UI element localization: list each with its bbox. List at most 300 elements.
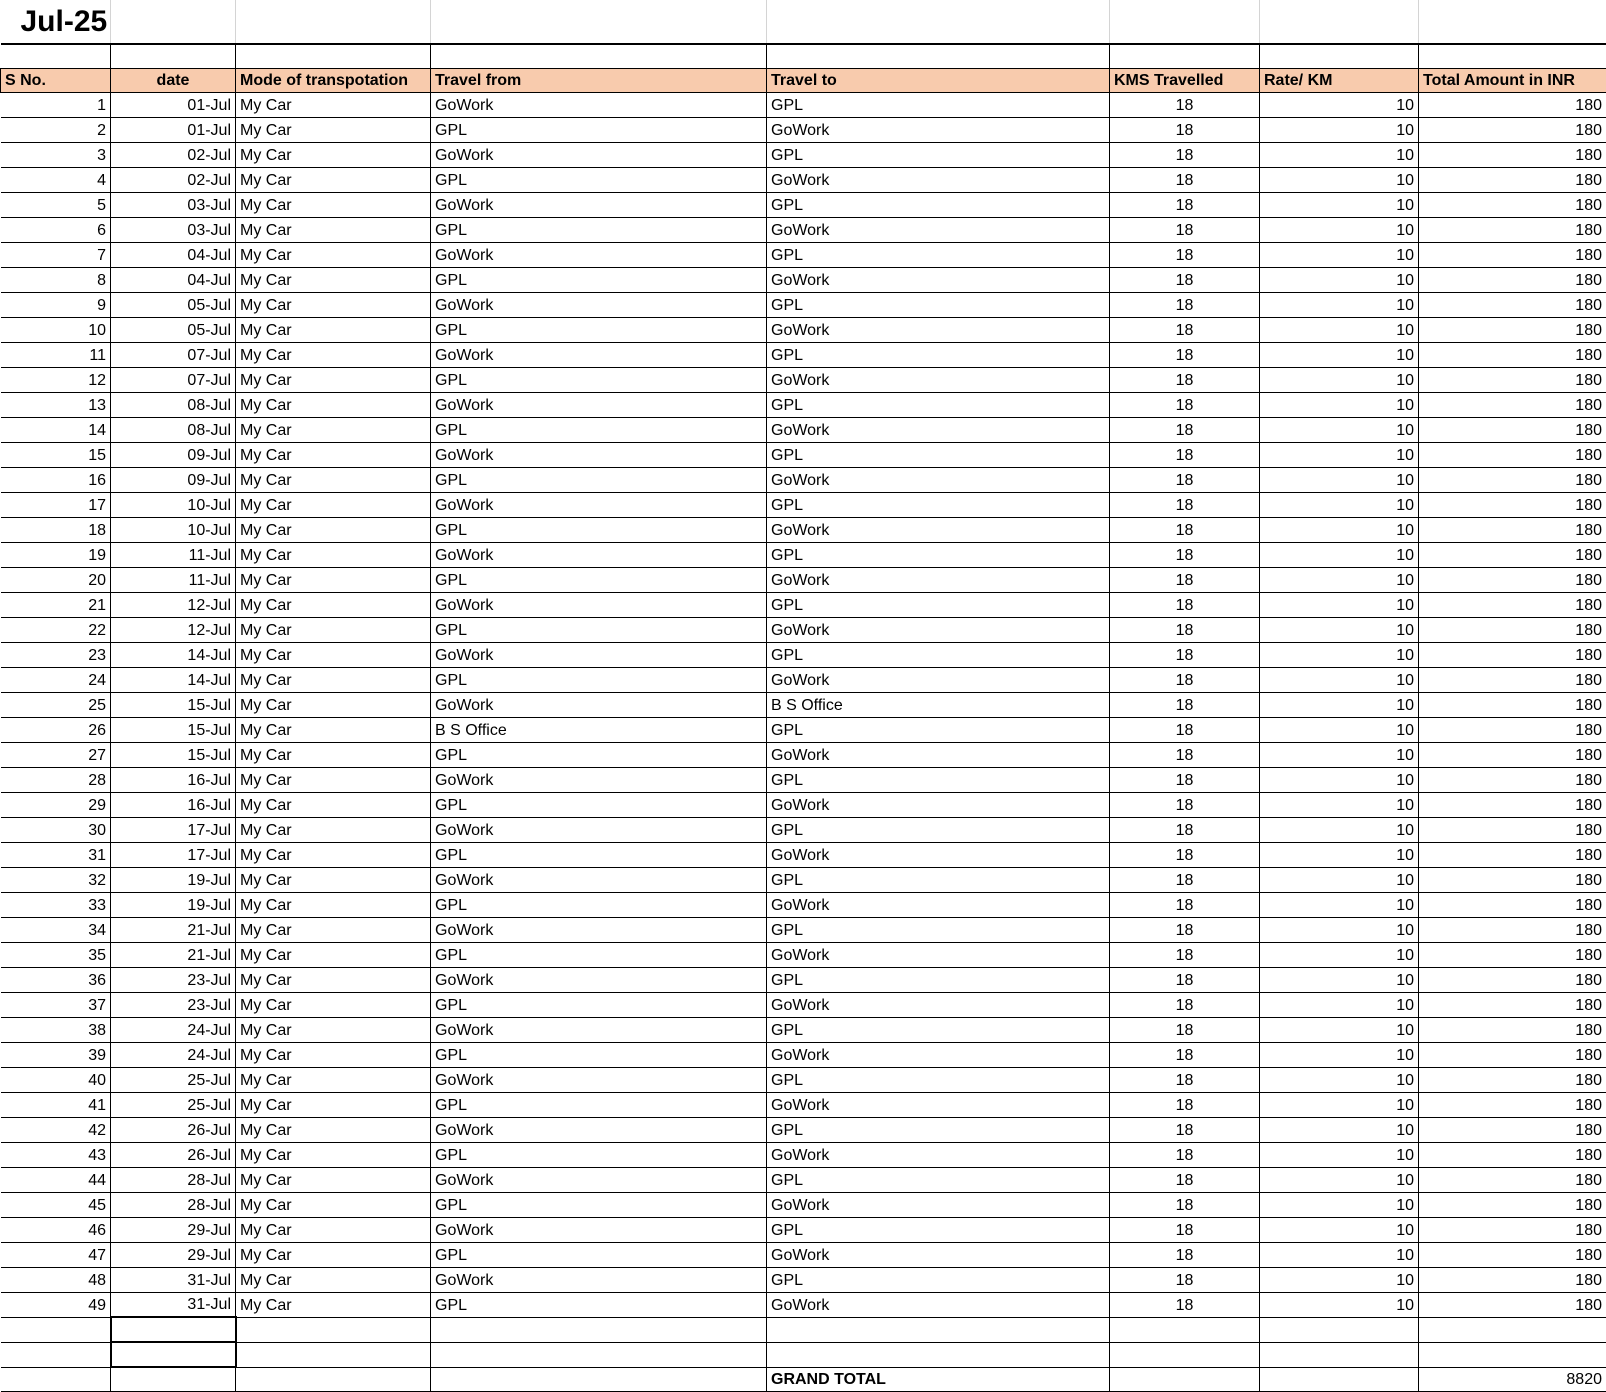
mode-cell[interactable]: My Car: [236, 842, 431, 867]
mode-cell[interactable]: My Car: [236, 542, 431, 567]
travel-to-cell[interactable]: GPL: [767, 717, 1110, 742]
travel-from-cell[interactable]: GPL: [431, 842, 767, 867]
travel-to-cell[interactable]: GoWork: [767, 167, 1110, 192]
travel-to-cell[interactable]: GoWork: [767, 1042, 1110, 1067]
kms-cell[interactable]: 18: [1110, 517, 1260, 542]
s-no-cell[interactable]: 18: [1, 517, 111, 542]
kms-cell[interactable]: 18: [1110, 1242, 1260, 1267]
kms-cell[interactable]: 18: [1110, 392, 1260, 417]
mode-cell[interactable]: My Car: [236, 342, 431, 367]
kms-cell[interactable]: 18: [1110, 417, 1260, 442]
date-cell[interactable]: 10-Jul: [111, 492, 236, 517]
s-no-cell[interactable]: 21: [1, 592, 111, 617]
amount-cell[interactable]: 180: [1419, 442, 1606, 467]
cell[interactable]: [1419, 1317, 1606, 1342]
rate-cell[interactable]: 10: [1260, 317, 1419, 342]
rate-cell[interactable]: 10: [1260, 992, 1419, 1017]
kms-cell[interactable]: 18: [1110, 367, 1260, 392]
kms-cell[interactable]: 18: [1110, 592, 1260, 617]
rate-cell[interactable]: 10: [1260, 967, 1419, 992]
s-no-cell[interactable]: 38: [1, 1017, 111, 1042]
travel-from-cell[interactable]: GoWork: [431, 1067, 767, 1092]
amount-cell[interactable]: 180: [1419, 467, 1606, 492]
kms-cell[interactable]: 18: [1110, 442, 1260, 467]
kms-cell[interactable]: 18: [1110, 1067, 1260, 1092]
cell[interactable]: [767, 1317, 1110, 1342]
mode-cell[interactable]: My Car: [236, 142, 431, 167]
amount-cell[interactable]: 180: [1419, 392, 1606, 417]
cell[interactable]: [1110, 1342, 1260, 1367]
date-cell[interactable]: 31-Jul: [111, 1292, 236, 1317]
amount-cell[interactable]: 180: [1419, 1142, 1606, 1167]
date-cell[interactable]: 03-Jul: [111, 217, 236, 242]
cell[interactable]: [1260, 44, 1419, 68]
s-no-cell[interactable]: 37: [1, 992, 111, 1017]
travel-from-cell[interactable]: GoWork: [431, 1267, 767, 1292]
cell[interactable]: [236, 1317, 431, 1342]
amount-cell[interactable]: 180: [1419, 1267, 1606, 1292]
travel-to-cell[interactable]: GPL: [767, 392, 1110, 417]
s-no-cell[interactable]: 33: [1, 892, 111, 917]
cell[interactable]: [1260, 1342, 1419, 1367]
header-s-no[interactable]: S No.: [1, 68, 111, 92]
date-cell[interactable]: 07-Jul: [111, 342, 236, 367]
cell[interactable]: [111, 44, 236, 68]
s-no-cell[interactable]: 8: [1, 267, 111, 292]
travel-to-cell[interactable]: GPL: [767, 192, 1110, 217]
mode-cell[interactable]: My Car: [236, 917, 431, 942]
travel-to-cell[interactable]: GoWork: [767, 1092, 1110, 1117]
rate-cell[interactable]: 10: [1260, 542, 1419, 567]
travel-from-cell[interactable]: GoWork: [431, 392, 767, 417]
cell[interactable]: [1110, 1317, 1260, 1342]
date-cell[interactable]: 09-Jul: [111, 467, 236, 492]
mode-cell[interactable]: My Car: [236, 1242, 431, 1267]
amount-cell[interactable]: 180: [1419, 642, 1606, 667]
travel-from-cell[interactable]: GoWork: [431, 1117, 767, 1142]
travel-to-cell[interactable]: GPL: [767, 867, 1110, 892]
travel-from-cell[interactable]: GoWork: [431, 542, 767, 567]
travel-from-cell[interactable]: GoWork: [431, 692, 767, 717]
travel-to-cell[interactable]: GoWork: [767, 892, 1110, 917]
s-no-cell[interactable]: 5: [1, 192, 111, 217]
travel-to-cell[interactable]: GPL: [767, 1067, 1110, 1092]
kms-cell[interactable]: 18: [1110, 792, 1260, 817]
s-no-cell[interactable]: 6: [1, 217, 111, 242]
travel-from-cell[interactable]: GoWork: [431, 92, 767, 117]
kms-cell[interactable]: 18: [1110, 617, 1260, 642]
rate-cell[interactable]: 10: [1260, 817, 1419, 842]
travel-from-cell[interactable]: GPL: [431, 117, 767, 142]
kms-cell[interactable]: 18: [1110, 917, 1260, 942]
rate-cell[interactable]: 10: [1260, 1117, 1419, 1142]
travel-to-cell[interactable]: GoWork: [767, 117, 1110, 142]
travel-from-cell[interactable]: GPL: [431, 367, 767, 392]
amount-cell[interactable]: 180: [1419, 1117, 1606, 1142]
cell[interactable]: [1419, 44, 1606, 68]
s-no-cell[interactable]: 40: [1, 1067, 111, 1092]
amount-cell[interactable]: 180: [1419, 267, 1606, 292]
rate-cell[interactable]: 10: [1260, 742, 1419, 767]
date-cell[interactable]: 14-Jul: [111, 667, 236, 692]
travel-to-cell[interactable]: GoWork: [767, 842, 1110, 867]
cell[interactable]: [1110, 1367, 1260, 1391]
s-no-cell[interactable]: 32: [1, 867, 111, 892]
rate-cell[interactable]: 10: [1260, 1042, 1419, 1067]
date-cell[interactable]: 01-Jul: [111, 117, 236, 142]
s-no-cell[interactable]: 1: [1, 92, 111, 117]
mode-cell[interactable]: My Car: [236, 767, 431, 792]
s-no-cell[interactable]: 13: [1, 392, 111, 417]
s-no-cell[interactable]: 29: [1, 792, 111, 817]
mode-cell[interactable]: My Car: [236, 117, 431, 142]
travel-to-cell[interactable]: GoWork: [767, 567, 1110, 592]
amount-cell[interactable]: 180: [1419, 1192, 1606, 1217]
date-cell[interactable]: 11-Jul: [111, 567, 236, 592]
s-no-cell[interactable]: 42: [1, 1117, 111, 1142]
amount-cell[interactable]: 180: [1419, 142, 1606, 167]
date-cell[interactable]: 26-Jul: [111, 1117, 236, 1142]
date-cell[interactable]: 17-Jul: [111, 817, 236, 842]
amount-cell[interactable]: 180: [1419, 917, 1606, 942]
kms-cell[interactable]: 18: [1110, 1117, 1260, 1142]
kms-cell[interactable]: 18: [1110, 892, 1260, 917]
date-cell[interactable]: 23-Jul: [111, 992, 236, 1017]
header-travel-to[interactable]: Travel to: [767, 68, 1110, 92]
mode-cell[interactable]: My Car: [236, 417, 431, 442]
travel-from-cell[interactable]: GPL: [431, 417, 767, 442]
mode-cell[interactable]: My Car: [236, 617, 431, 642]
travel-to-cell[interactable]: GoWork: [767, 317, 1110, 342]
travel-from-cell[interactable]: GoWork: [431, 817, 767, 842]
date-cell[interactable]: 12-Jul: [111, 592, 236, 617]
travel-from-cell[interactable]: GoWork: [431, 1217, 767, 1242]
amount-cell[interactable]: 180: [1419, 1042, 1606, 1067]
sheet-title[interactable]: Jul-25: [1, 0, 111, 44]
travel-from-cell[interactable]: GPL: [431, 1092, 767, 1117]
kms-cell[interactable]: 18: [1110, 1042, 1260, 1067]
mode-cell[interactable]: My Car: [236, 667, 431, 692]
cell[interactable]: [111, 1342, 236, 1367]
travel-from-cell[interactable]: GoWork: [431, 1017, 767, 1042]
kms-cell[interactable]: 18: [1110, 817, 1260, 842]
travel-to-cell[interactable]: GoWork: [767, 667, 1110, 692]
cell[interactable]: [1260, 0, 1419, 44]
s-no-cell[interactable]: 11: [1, 342, 111, 367]
rate-cell[interactable]: 10: [1260, 167, 1419, 192]
travel-from-cell[interactable]: GoWork: [431, 442, 767, 467]
date-cell[interactable]: 19-Jul: [111, 867, 236, 892]
amount-cell[interactable]: 180: [1419, 192, 1606, 217]
rate-cell[interactable]: 10: [1260, 692, 1419, 717]
s-no-cell[interactable]: 4: [1, 167, 111, 192]
mode-cell[interactable]: My Car: [236, 992, 431, 1017]
amount-cell[interactable]: 180: [1419, 92, 1606, 117]
rate-cell[interactable]: 10: [1260, 592, 1419, 617]
travel-from-cell[interactable]: GPL: [431, 567, 767, 592]
travel-from-cell[interactable]: GPL: [431, 1042, 767, 1067]
rate-cell[interactable]: 10: [1260, 367, 1419, 392]
travel-from-cell[interactable]: GoWork: [431, 867, 767, 892]
mode-cell[interactable]: My Car: [236, 1217, 431, 1242]
s-no-cell[interactable]: 35: [1, 942, 111, 967]
rate-cell[interactable]: 10: [1260, 117, 1419, 142]
amount-cell[interactable]: 180: [1419, 217, 1606, 242]
mode-cell[interactable]: My Car: [236, 1267, 431, 1292]
amount-cell[interactable]: 180: [1419, 592, 1606, 617]
travel-to-cell[interactable]: GoWork: [767, 792, 1110, 817]
travel-to-cell[interactable]: GPL: [767, 292, 1110, 317]
travel-to-cell[interactable]: GPL: [767, 967, 1110, 992]
cell[interactable]: [767, 0, 1110, 44]
travel-to-cell[interactable]: GPL: [767, 1267, 1110, 1292]
travel-to-cell[interactable]: GoWork: [767, 1142, 1110, 1167]
amount-cell[interactable]: 180: [1419, 292, 1606, 317]
s-no-cell[interactable]: 47: [1, 1242, 111, 1267]
rate-cell[interactable]: 10: [1260, 717, 1419, 742]
rate-cell[interactable]: 10: [1260, 442, 1419, 467]
kms-cell[interactable]: 18: [1110, 942, 1260, 967]
grand-total-value[interactable]: 8820: [1419, 1367, 1606, 1391]
rate-cell[interactable]: 10: [1260, 392, 1419, 417]
rate-cell[interactable]: 10: [1260, 492, 1419, 517]
cell[interactable]: [236, 1367, 431, 1391]
cell[interactable]: [111, 1367, 236, 1391]
date-cell[interactable]: 29-Jul: [111, 1242, 236, 1267]
date-cell[interactable]: 25-Jul: [111, 1067, 236, 1092]
travel-to-cell[interactable]: GoWork: [767, 1192, 1110, 1217]
amount-cell[interactable]: 180: [1419, 417, 1606, 442]
cell[interactable]: [431, 0, 767, 44]
travel-from-cell[interactable]: GoWork: [431, 492, 767, 517]
travel-from-cell[interactable]: GPL: [431, 617, 767, 642]
kms-cell[interactable]: 18: [1110, 167, 1260, 192]
cell[interactable]: [431, 1367, 767, 1391]
travel-to-cell[interactable]: GoWork: [767, 992, 1110, 1017]
mode-cell[interactable]: My Car: [236, 592, 431, 617]
rate-cell[interactable]: 10: [1260, 767, 1419, 792]
amount-cell[interactable]: 180: [1419, 117, 1606, 142]
date-cell[interactable]: 24-Jul: [111, 1017, 236, 1042]
date-cell[interactable]: 26-Jul: [111, 1142, 236, 1167]
kms-cell[interactable]: 18: [1110, 1017, 1260, 1042]
s-no-cell[interactable]: 45: [1, 1192, 111, 1217]
kms-cell[interactable]: 18: [1110, 742, 1260, 767]
s-no-cell[interactable]: 39: [1, 1042, 111, 1067]
travel-to-cell[interactable]: GPL: [767, 1117, 1110, 1142]
s-no-cell[interactable]: 46: [1, 1217, 111, 1242]
date-cell[interactable]: 10-Jul: [111, 517, 236, 542]
mode-cell[interactable]: My Car: [236, 742, 431, 767]
cell[interactable]: [1260, 1367, 1419, 1391]
kms-cell[interactable]: 18: [1110, 567, 1260, 592]
rate-cell[interactable]: 10: [1260, 242, 1419, 267]
header-mode[interactable]: Mode of transpotation: [236, 68, 431, 92]
kms-cell[interactable]: 18: [1110, 992, 1260, 1017]
amount-cell[interactable]: 180: [1419, 817, 1606, 842]
kms-cell[interactable]: 18: [1110, 117, 1260, 142]
travel-from-cell[interactable]: GPL: [431, 1192, 767, 1217]
amount-cell[interactable]: 180: [1419, 317, 1606, 342]
travel-to-cell[interactable]: GPL: [767, 1217, 1110, 1242]
rate-cell[interactable]: 10: [1260, 617, 1419, 642]
kms-cell[interactable]: 18: [1110, 1217, 1260, 1242]
kms-cell[interactable]: 18: [1110, 842, 1260, 867]
kms-cell[interactable]: 18: [1110, 492, 1260, 517]
rate-cell[interactable]: 10: [1260, 642, 1419, 667]
s-no-cell[interactable]: 30: [1, 817, 111, 842]
date-cell[interactable]: 23-Jul: [111, 967, 236, 992]
amount-cell[interactable]: 180: [1419, 542, 1606, 567]
amount-cell[interactable]: 180: [1419, 717, 1606, 742]
date-cell[interactable]: 08-Jul: [111, 392, 236, 417]
amount-cell[interactable]: 180: [1419, 842, 1606, 867]
amount-cell[interactable]: 180: [1419, 767, 1606, 792]
kms-cell[interactable]: 18: [1110, 92, 1260, 117]
travel-from-cell[interactable]: GPL: [431, 1292, 767, 1317]
amount-cell[interactable]: 180: [1419, 742, 1606, 767]
travel-to-cell[interactable]: GPL: [767, 917, 1110, 942]
date-cell[interactable]: 15-Jul: [111, 742, 236, 767]
kms-cell[interactable]: 18: [1110, 142, 1260, 167]
mode-cell[interactable]: My Car: [236, 317, 431, 342]
s-no-cell[interactable]: 28: [1, 767, 111, 792]
s-no-cell[interactable]: 7: [1, 242, 111, 267]
mode-cell[interactable]: My Car: [236, 217, 431, 242]
rate-cell[interactable]: 10: [1260, 1292, 1419, 1317]
s-no-cell[interactable]: 31: [1, 842, 111, 867]
cell[interactable]: [1, 1317, 111, 1342]
mode-cell[interactable]: My Car: [236, 1167, 431, 1192]
date-cell[interactable]: 21-Jul: [111, 917, 236, 942]
amount-cell[interactable]: 180: [1419, 1167, 1606, 1192]
travel-from-cell[interactable]: GoWork: [431, 292, 767, 317]
travel-from-cell[interactable]: GoWork: [431, 1167, 767, 1192]
cell[interactable]: [1, 1367, 111, 1391]
travel-from-cell[interactable]: GPL: [431, 267, 767, 292]
rate-cell[interactable]: 10: [1260, 1067, 1419, 1092]
travel-from-cell[interactable]: GPL: [431, 667, 767, 692]
s-no-cell[interactable]: 20: [1, 567, 111, 592]
mode-cell[interactable]: My Car: [236, 567, 431, 592]
cell[interactable]: [767, 1342, 1110, 1367]
date-cell[interactable]: 15-Jul: [111, 717, 236, 742]
rate-cell[interactable]: 10: [1260, 267, 1419, 292]
amount-cell[interactable]: 180: [1419, 617, 1606, 642]
date-cell[interactable]: 12-Jul: [111, 617, 236, 642]
s-no-cell[interactable]: 36: [1, 967, 111, 992]
travel-from-cell[interactable]: GoWork: [431, 967, 767, 992]
kms-cell[interactable]: 18: [1110, 692, 1260, 717]
travel-to-cell[interactable]: GoWork: [767, 417, 1110, 442]
mode-cell[interactable]: My Car: [236, 1142, 431, 1167]
s-no-cell[interactable]: 43: [1, 1142, 111, 1167]
amount-cell[interactable]: 180: [1419, 692, 1606, 717]
date-cell[interactable]: 02-Jul: [111, 142, 236, 167]
s-no-cell[interactable]: 27: [1, 742, 111, 767]
date-cell[interactable]: 04-Jul: [111, 242, 236, 267]
travel-to-cell[interactable]: GPL: [767, 92, 1110, 117]
amount-cell[interactable]: 180: [1419, 867, 1606, 892]
date-cell[interactable]: 17-Jul: [111, 842, 236, 867]
travel-to-cell[interactable]: GPL: [767, 442, 1110, 467]
date-cell[interactable]: 16-Jul: [111, 792, 236, 817]
date-cell[interactable]: 31-Jul: [111, 1267, 236, 1292]
amount-cell[interactable]: 180: [1419, 167, 1606, 192]
travel-from-cell[interactable]: GPL: [431, 942, 767, 967]
travel-to-cell[interactable]: GoWork: [767, 467, 1110, 492]
travel-to-cell[interactable]: GPL: [767, 1167, 1110, 1192]
mode-cell[interactable]: My Car: [236, 367, 431, 392]
amount-cell[interactable]: 180: [1419, 967, 1606, 992]
date-cell[interactable]: 03-Jul: [111, 192, 236, 217]
rate-cell[interactable]: 10: [1260, 1092, 1419, 1117]
kms-cell[interactable]: 18: [1110, 192, 1260, 217]
mode-cell[interactable]: My Car: [236, 242, 431, 267]
amount-cell[interactable]: 180: [1419, 667, 1606, 692]
kms-cell[interactable]: 18: [1110, 1192, 1260, 1217]
mode-cell[interactable]: My Car: [236, 442, 431, 467]
travel-from-cell[interactable]: GPL: [431, 517, 767, 542]
date-cell[interactable]: 28-Jul: [111, 1167, 236, 1192]
travel-to-cell[interactable]: GPL: [767, 767, 1110, 792]
travel-to-cell[interactable]: GPL: [767, 142, 1110, 167]
header-rate[interactable]: Rate/ KM: [1260, 68, 1419, 92]
kms-cell[interactable]: 18: [1110, 242, 1260, 267]
rate-cell[interactable]: 10: [1260, 1242, 1419, 1267]
cell[interactable]: [431, 44, 767, 68]
mode-cell[interactable]: My Car: [236, 717, 431, 742]
cell[interactable]: [111, 0, 236, 44]
rate-cell[interactable]: 10: [1260, 1017, 1419, 1042]
header-travel-from[interactable]: Travel from: [431, 68, 767, 92]
travel-from-cell[interactable]: GPL: [431, 467, 767, 492]
travel-from-cell[interactable]: GoWork: [431, 242, 767, 267]
mode-cell[interactable]: My Car: [236, 892, 431, 917]
kms-cell[interactable]: 18: [1110, 717, 1260, 742]
rate-cell[interactable]: 10: [1260, 517, 1419, 542]
cell[interactable]: [1260, 1317, 1419, 1342]
travel-from-cell[interactable]: GPL: [431, 217, 767, 242]
rate-cell[interactable]: 10: [1260, 842, 1419, 867]
mode-cell[interactable]: My Car: [236, 392, 431, 417]
amount-cell[interactable]: 180: [1419, 1017, 1606, 1042]
cell[interactable]: [236, 44, 431, 68]
mode-cell[interactable]: My Car: [236, 517, 431, 542]
kms-cell[interactable]: 18: [1110, 1092, 1260, 1117]
amount-cell[interactable]: 180: [1419, 1067, 1606, 1092]
travel-from-cell[interactable]: B S Office: [431, 717, 767, 742]
amount-cell[interactable]: 180: [1419, 342, 1606, 367]
amount-cell[interactable]: 180: [1419, 892, 1606, 917]
mode-cell[interactable]: My Car: [236, 292, 431, 317]
date-cell[interactable]: 25-Jul: [111, 1092, 236, 1117]
amount-cell[interactable]: 180: [1419, 517, 1606, 542]
mode-cell[interactable]: My Car: [236, 967, 431, 992]
s-no-cell[interactable]: 22: [1, 617, 111, 642]
kms-cell[interactable]: 18: [1110, 642, 1260, 667]
kms-cell[interactable]: 18: [1110, 1142, 1260, 1167]
cell[interactable]: [1419, 1342, 1606, 1367]
rate-cell[interactable]: 10: [1260, 792, 1419, 817]
amount-cell[interactable]: 180: [1419, 1242, 1606, 1267]
mode-cell[interactable]: My Car: [236, 1067, 431, 1092]
travel-from-cell[interactable]: GoWork: [431, 592, 767, 617]
rate-cell[interactable]: 10: [1260, 1217, 1419, 1242]
travel-from-cell[interactable]: GPL: [431, 1242, 767, 1267]
cell[interactable]: [236, 1342, 431, 1367]
amount-cell[interactable]: 180: [1419, 1092, 1606, 1117]
